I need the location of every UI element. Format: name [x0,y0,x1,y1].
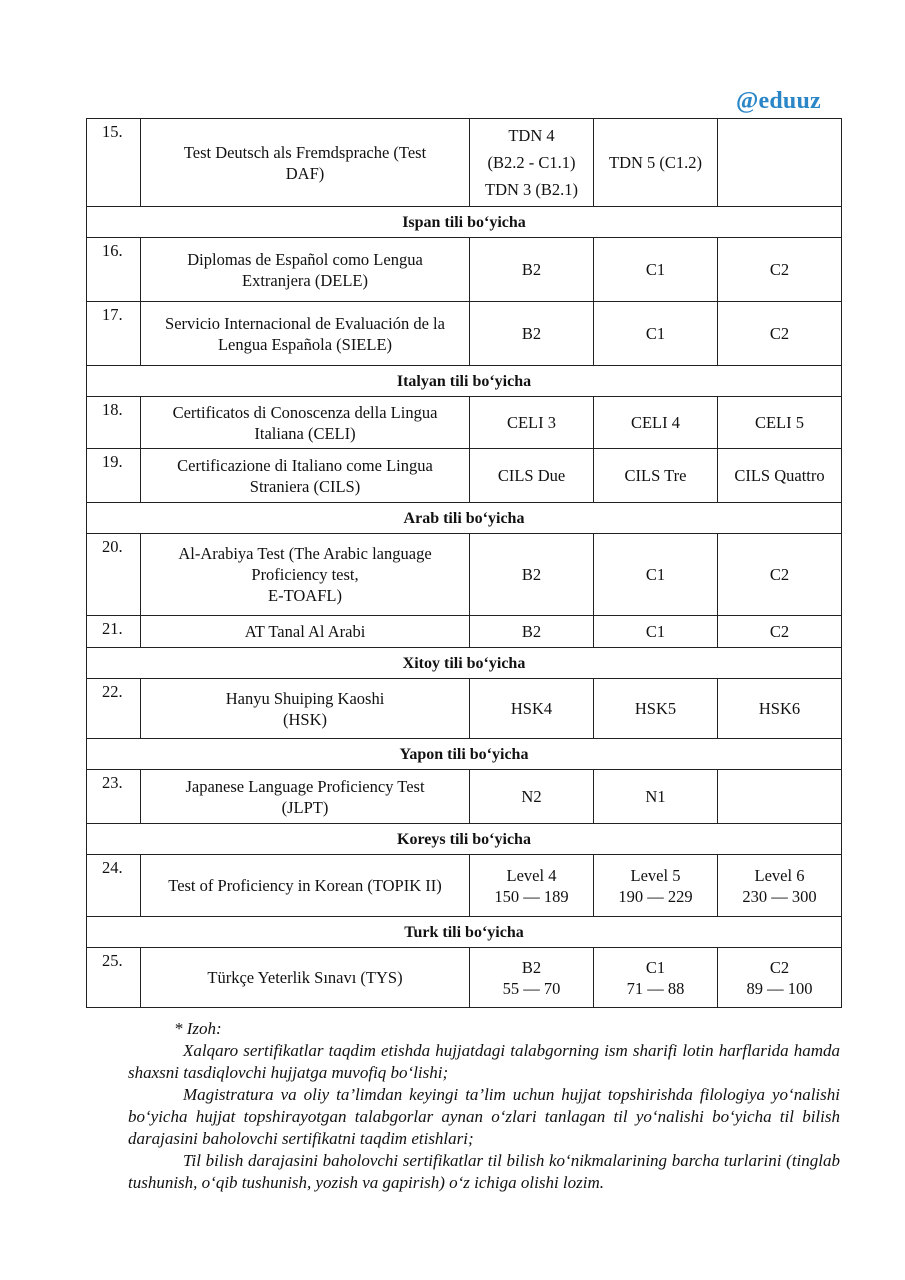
level-c1-cell-line: 190 — 229 [618,886,693,906]
level-c2-cell [718,770,842,824]
certificates-table-body [87,119,842,1008]
row-number: 22. [87,679,141,739]
section-header-row [87,207,842,238]
level-b2-cell-line: B2 [521,260,542,279]
certificate-name [141,302,470,366]
row-number: 24. [87,855,141,917]
certificate-name-line: Lengua Española (SIELE) [217,334,393,354]
certificate-name [141,770,470,824]
level-b2-cell [470,397,594,449]
certificate-row [87,679,842,739]
note-block [128,1018,840,1194]
certificate-name [141,948,470,1008]
level-c2-cell-line: C2 [769,260,790,279]
row-number: 19. [87,449,141,503]
certificate-name [141,397,470,449]
section-header-row [87,917,842,948]
level-c2-cell [718,616,842,648]
certificate-name-line: Diplomas de Español como Lengua [187,249,423,269]
level-c1-cell [594,238,718,302]
level-b2-cell [470,770,594,824]
certificate-row [87,855,842,917]
certificate-row [87,948,842,1008]
level-c1-cell-line: Level 5 [630,865,681,885]
level-b2-cell [470,119,594,207]
level-c2-cell [718,534,842,616]
level-c1-cell [594,119,718,207]
certificate-row [87,449,842,503]
section-header-row [87,824,842,855]
level-b2-cell [470,449,594,503]
section-title: Turk tili bo‘yicha [87,917,842,948]
certificate-name-line: AT Tanal Al Arabi [244,622,366,641]
note-paragraph: Xalqaro sertifikatlar taqdim etishda hujjatdagi talabgorning ism sharifi lotin harflarida hamda shaxsni tasdiqlovchi hujjatga muvofiq bo‘lishi; [128,1041,840,1082]
level-b2-cell [470,534,594,616]
note-paragraph: Til bilish darajasini baholovchi sertifikatlar til bilish ko‘nikmalarining barcha turlarini (tinglab tushunish, o‘qib tushunish, yozish va gapirish) o‘z ichiga olishi lozim. [128,1151,840,1192]
level-b2-cell-line: 150 — 189 [494,886,569,906]
level-c1-cell-line: TDN 5 (C1.2) [608,153,703,172]
level-c1-cell-line: 71 — 88 [626,978,685,998]
level-b2-cell-line: B2 [521,957,542,977]
level-c2-cell [718,855,842,917]
section-header-row [87,739,842,770]
level-b2-cell-line: B2 [521,324,542,343]
certificate-name [141,449,470,503]
level-c1-cell-line: C1 [645,957,666,977]
level-c2-cell-line: Level 6 [754,865,805,885]
level-b2-cell-line: B2 [521,565,542,584]
certificate-name-line: Extranjera (DELE) [242,270,368,290]
level-b2-cell-line: Level 4 [506,865,557,885]
level-c1-cell-line: C1 [645,622,666,641]
row-number: 18. [87,397,141,449]
note-paragraph: Magistratura va oliy ta’limdan keyingi ta’lim uchun hujjat topshirishda filologiya yo‘nalishi bo‘yicha hujjat topshirayotgan talabgorlar aynan o‘zlari tanlagan til yo‘nalishi bo‘yicha til bilish darajasini baholovchi sertifikatni taqdim etishlari; [128,1085,840,1148]
certificate-name-line: Proficiency test, [251,565,359,584]
section-title: Ispan tili bo‘yicha [87,207,842,238]
certificate-name-line: Servicio Internacional de Evaluación de la [165,313,445,333]
level-c1-cell-line: CELI 4 [630,413,681,432]
certificate-name-line: (HSK) [283,709,327,729]
level-c2-cell [718,302,842,366]
level-b2-cell-line: HSK4 [510,699,553,718]
level-b2-cell-line: (B2.2 - C1.1) [487,153,576,172]
certificate-name-line: Test Deutsch als Fremdsprache (Test [183,142,427,162]
level-b2-cell-line: CELI 3 [506,413,557,432]
level-c2-cell-line: C2 [769,324,790,343]
level-c2-cell [718,449,842,503]
level-c2-cell-line: C2 [769,565,790,584]
level-b2-cell [470,238,594,302]
level-c1-cell [594,397,718,449]
level-c1-cell-line: N1 [645,787,666,806]
certificate-name [141,855,470,917]
certificate-row [87,238,842,302]
section-title: Arab tili bo‘yicha [87,503,842,534]
certificate-name-line: Certificatos di Conoscenza della Lingua [172,402,438,422]
level-c1-cell [594,534,718,616]
certificate-name-line: Türkçe Yeterlik Sınavı (TYS) [207,968,403,987]
row-number: 23. [87,770,141,824]
level-c1-cell [594,948,718,1008]
level-c1-cell [594,616,718,648]
row-number: 16. [87,238,141,302]
note-heading: * Izoh: [174,1019,222,1038]
level-c2-cell-line: C2 [769,622,790,641]
level-c2-cell-line: 89 — 100 [746,978,813,998]
level-c1-cell-line: C1 [645,565,666,584]
level-c2-cell [718,238,842,302]
level-c1-cell [594,302,718,366]
level-c2-cell-line: C2 [769,957,790,977]
section-title: Xitoy tili bo‘yicha [87,648,842,679]
certificate-name-line: Test of Proficiency in Korean (TOPIK II) [168,876,442,895]
section-title: Koreys tili bo‘yicha [87,824,842,855]
level-c2-cell-line: CELI 5 [754,413,805,432]
certificate-name-line: Certificazione di Italiano come Lingua [177,455,433,475]
row-number: 15. [87,119,141,207]
level-b2-cell [470,302,594,366]
certificate-name [141,238,470,302]
certificate-name-line: Italiana (CELI) [254,423,356,443]
level-b2-cell [470,679,594,739]
certificate-row [87,616,842,648]
level-c1-cell [594,770,718,824]
certificate-name [141,616,470,648]
level-b2-cell [470,948,594,1008]
level-c1-cell-line: C1 [645,260,666,279]
row-number: 17. [87,302,141,366]
certificate-name [141,679,470,739]
level-c2-cell [718,397,842,449]
section-header-row [87,503,842,534]
level-c2-cell [718,119,842,207]
level-b2-cell-line: N2 [521,787,542,806]
level-c2-cell-line: CILS Quattro [734,466,825,485]
level-c2-cell-line: 230 — 300 [742,886,817,906]
certificate-row [87,119,842,207]
section-title: Yapon tili bo‘yicha [87,739,842,770]
certificate-name-line: (JLPT) [281,797,329,817]
level-b2-cell [470,855,594,917]
row-number: 20. [87,534,141,616]
certificate-name-line: Straniera (CILS) [249,476,361,496]
certificate-row [87,397,842,449]
certificate-name [141,119,470,207]
section-title: Italyan tili bo‘yicha [87,366,842,397]
level-c1-cell [594,449,718,503]
level-c2-cell [718,679,842,739]
level-b2-cell [470,616,594,648]
certificate-row [87,302,842,366]
level-b2-cell-line: 55 — 70 [502,978,561,998]
certificate-name-line: DAF) [285,163,325,183]
level-c1-cell [594,855,718,917]
level-c1-cell-line: C1 [645,324,666,343]
certificate-name-line: Japanese Language Proficiency Test [185,776,425,796]
certificates-table [86,118,842,1008]
level-c1-cell [594,679,718,739]
row-number: 21. [87,616,141,648]
watermark-eduuz: @eduuz [736,88,821,114]
level-b2-cell-line: TDN 3 (B2.1) [484,180,579,199]
section-header-row [87,366,842,397]
certificate-row [87,534,842,616]
section-header-row [87,648,842,679]
certificate-row [87,770,842,824]
level-b2-cell-line: TDN 4 [508,126,555,145]
level-b2-cell-line: CILS Due [497,466,566,485]
certificate-name-line: Al-Arabiya Test (The Arabic language [178,544,432,563]
row-number: 25. [87,948,141,1008]
level-b2-cell-line: B2 [521,622,542,641]
certificate-name-line: E-TOAFL) [268,586,342,605]
level-c1-cell-line: CILS Tre [624,466,687,485]
level-c1-cell-line: HSK5 [634,699,677,718]
certificate-name-line: Hanyu Shuiping Kaoshi [225,688,385,708]
certificate-name [141,534,470,616]
level-c2-cell-line: HSK6 [758,699,801,718]
level-c2-cell [718,948,842,1008]
